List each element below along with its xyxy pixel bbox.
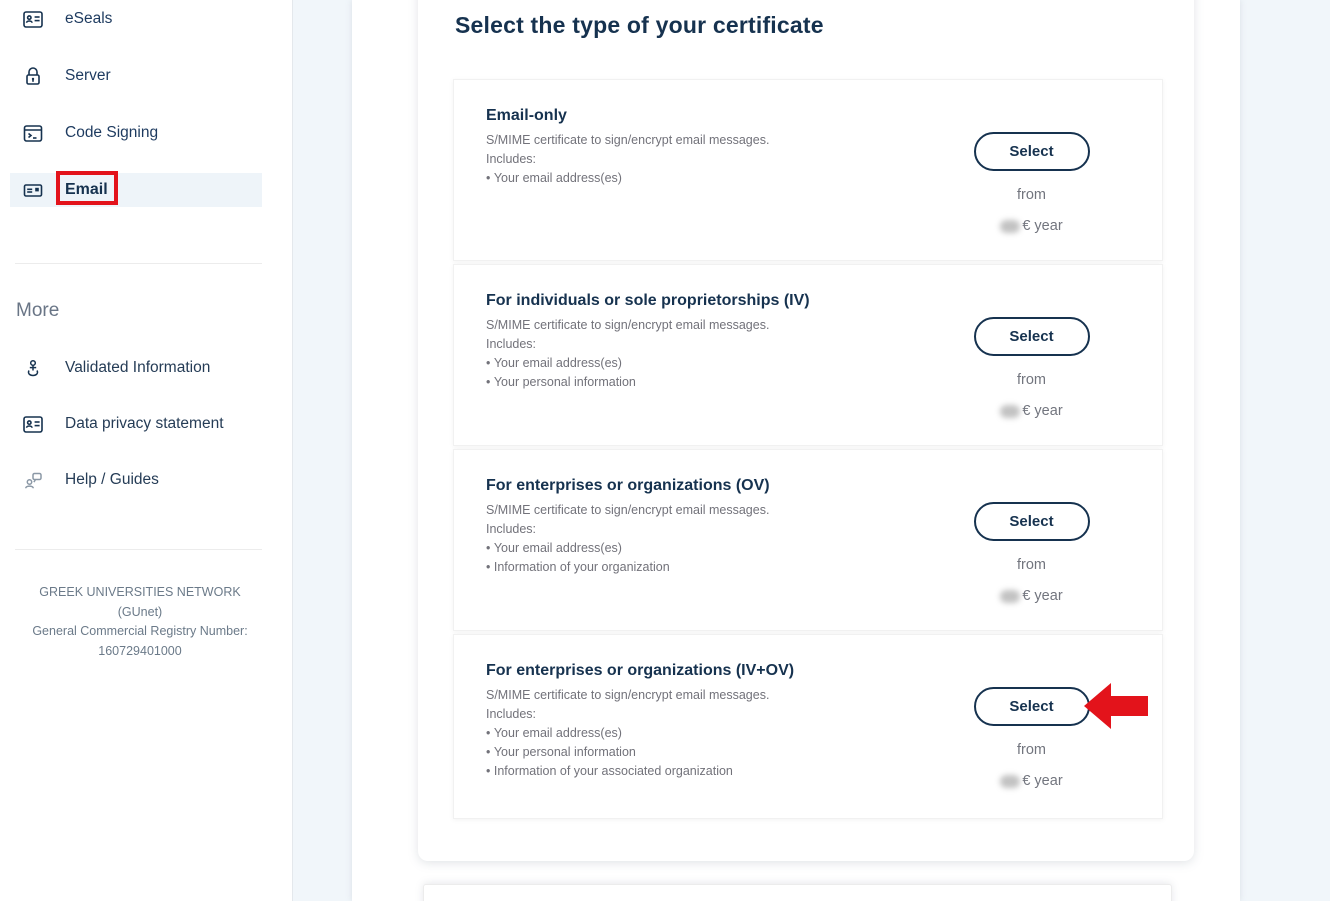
sidebar-item-email[interactable] xyxy=(10,173,262,207)
option-includes-list xyxy=(486,724,937,781)
sidebar-item-label: Help / Guides xyxy=(65,471,159,488)
person-pin-icon xyxy=(22,357,44,379)
redacted-price xyxy=(1000,405,1020,418)
price-suffix: € year xyxy=(1022,588,1063,604)
include-item: • Your email address(es) xyxy=(486,169,937,188)
sidebar-item-label: Validated Information xyxy=(65,359,211,376)
id-card-icon xyxy=(22,413,44,435)
lock-icon xyxy=(22,65,44,87)
option-description: S/MIME certificate to sign/encrypt email messages. xyxy=(486,133,770,147)
next-section-panel xyxy=(423,884,1172,901)
sidebar-item-label: Code Signing xyxy=(65,124,159,141)
footer-registry-number: 160729401000 xyxy=(98,643,182,658)
include-item: • Your email address(es) xyxy=(486,724,937,743)
sidebar-item-data-privacy[interactable] xyxy=(0,407,292,441)
page-title: Select the type of your certificate xyxy=(455,12,824,38)
price-prefix: from xyxy=(1017,187,1046,203)
price-prefix: from xyxy=(1017,742,1046,758)
sidebar-item-label: Data privacy statement xyxy=(65,415,224,432)
select-button-organizations-iv-ov[interactable]: Select xyxy=(974,687,1090,726)
sidebar-item-label: Email xyxy=(65,181,108,198)
sidebar-item-label: Server xyxy=(65,67,111,84)
option-title: For enterprises or organizations (IV+OV) xyxy=(486,662,795,679)
sidebar-nav xyxy=(0,2,292,230)
include-item: • Your personal information xyxy=(486,373,937,392)
option-card-organizations-iv-ov xyxy=(453,634,1163,819)
email-card-icon xyxy=(22,179,44,201)
price-suffix: € year xyxy=(1022,218,1063,234)
main-content xyxy=(352,0,1240,901)
option-description: S/MIME certificate to sign/encrypt email messages. xyxy=(486,318,770,332)
select-button-email-only[interactable]: Select xyxy=(974,132,1090,171)
option-includes-label: Includes: xyxy=(486,522,537,536)
price-suffix: € year xyxy=(1022,403,1063,419)
sidebar-item-validated-information[interactable] xyxy=(0,351,292,385)
more-section-header: More xyxy=(16,300,60,321)
option-includes-list xyxy=(486,354,937,392)
include-item: • Your email address(es) xyxy=(486,354,937,373)
option-description: S/MIME certificate to sign/encrypt email messages. xyxy=(486,688,770,702)
option-includes-list xyxy=(486,539,937,577)
redacted-price xyxy=(1000,220,1020,233)
option-title: Email-only xyxy=(486,107,567,124)
certificate-options-list xyxy=(453,79,1163,819)
option-description: S/MIME certificate to sign/encrypt email messages. xyxy=(486,503,770,517)
include-item: • Information of your organization xyxy=(486,558,937,577)
sidebar-more-nav xyxy=(0,351,292,519)
sidebar-divider xyxy=(15,263,262,264)
option-title: For individuals or sole proprietorships (IV) xyxy=(486,292,810,309)
sidebar-item-server[interactable] xyxy=(0,59,292,93)
chat-person-icon xyxy=(22,469,44,491)
option-title: For enterprises or organizations (OV) xyxy=(486,477,770,494)
redacted-price xyxy=(1000,590,1020,603)
sidebar-divider xyxy=(15,549,262,550)
option-card-individuals-iv xyxy=(453,264,1163,446)
sidebar-item-help-guides[interactable] xyxy=(0,463,292,497)
sidebar xyxy=(0,0,293,901)
redacted-price xyxy=(1000,775,1020,788)
option-card-organizations-ov xyxy=(453,449,1163,631)
price-line xyxy=(1000,218,1062,234)
footer-org-name: GREEK UNIVERSITIES NETWORK xyxy=(39,585,241,599)
certificate-type-panel xyxy=(418,0,1194,861)
option-includes-label: Includes: xyxy=(486,337,537,351)
footer-registry-label: General Commercial Registry Number: xyxy=(32,624,248,638)
option-includes-label: Includes: xyxy=(486,707,537,721)
include-item: • Information of your associated organization xyxy=(486,762,937,781)
code-window-icon xyxy=(22,122,44,144)
include-item: • Your personal information xyxy=(486,743,937,762)
price-prefix: from xyxy=(1017,557,1046,573)
price-prefix: from xyxy=(1017,372,1046,388)
sidebar-item-label: eSeals xyxy=(65,10,113,27)
price-line xyxy=(1000,773,1062,789)
sidebar-item-code-signing[interactable] xyxy=(0,116,292,150)
price-line xyxy=(1000,588,1062,604)
option-card-email-only xyxy=(453,79,1163,261)
id-card-icon xyxy=(22,8,44,30)
option-includes-label: Includes: xyxy=(486,152,537,166)
price-suffix: € year xyxy=(1022,773,1063,789)
select-button-organizations-ov[interactable]: Select xyxy=(974,502,1090,541)
sidebar-footer xyxy=(0,583,280,661)
price-line xyxy=(1000,403,1062,419)
include-item: • Your email address(es) xyxy=(486,539,937,558)
select-button-individuals-iv[interactable]: Select xyxy=(974,317,1090,356)
option-includes-list xyxy=(486,169,937,188)
sidebar-item-eseals[interactable] xyxy=(0,2,292,36)
footer-org-short: (GUnet) xyxy=(117,604,163,619)
